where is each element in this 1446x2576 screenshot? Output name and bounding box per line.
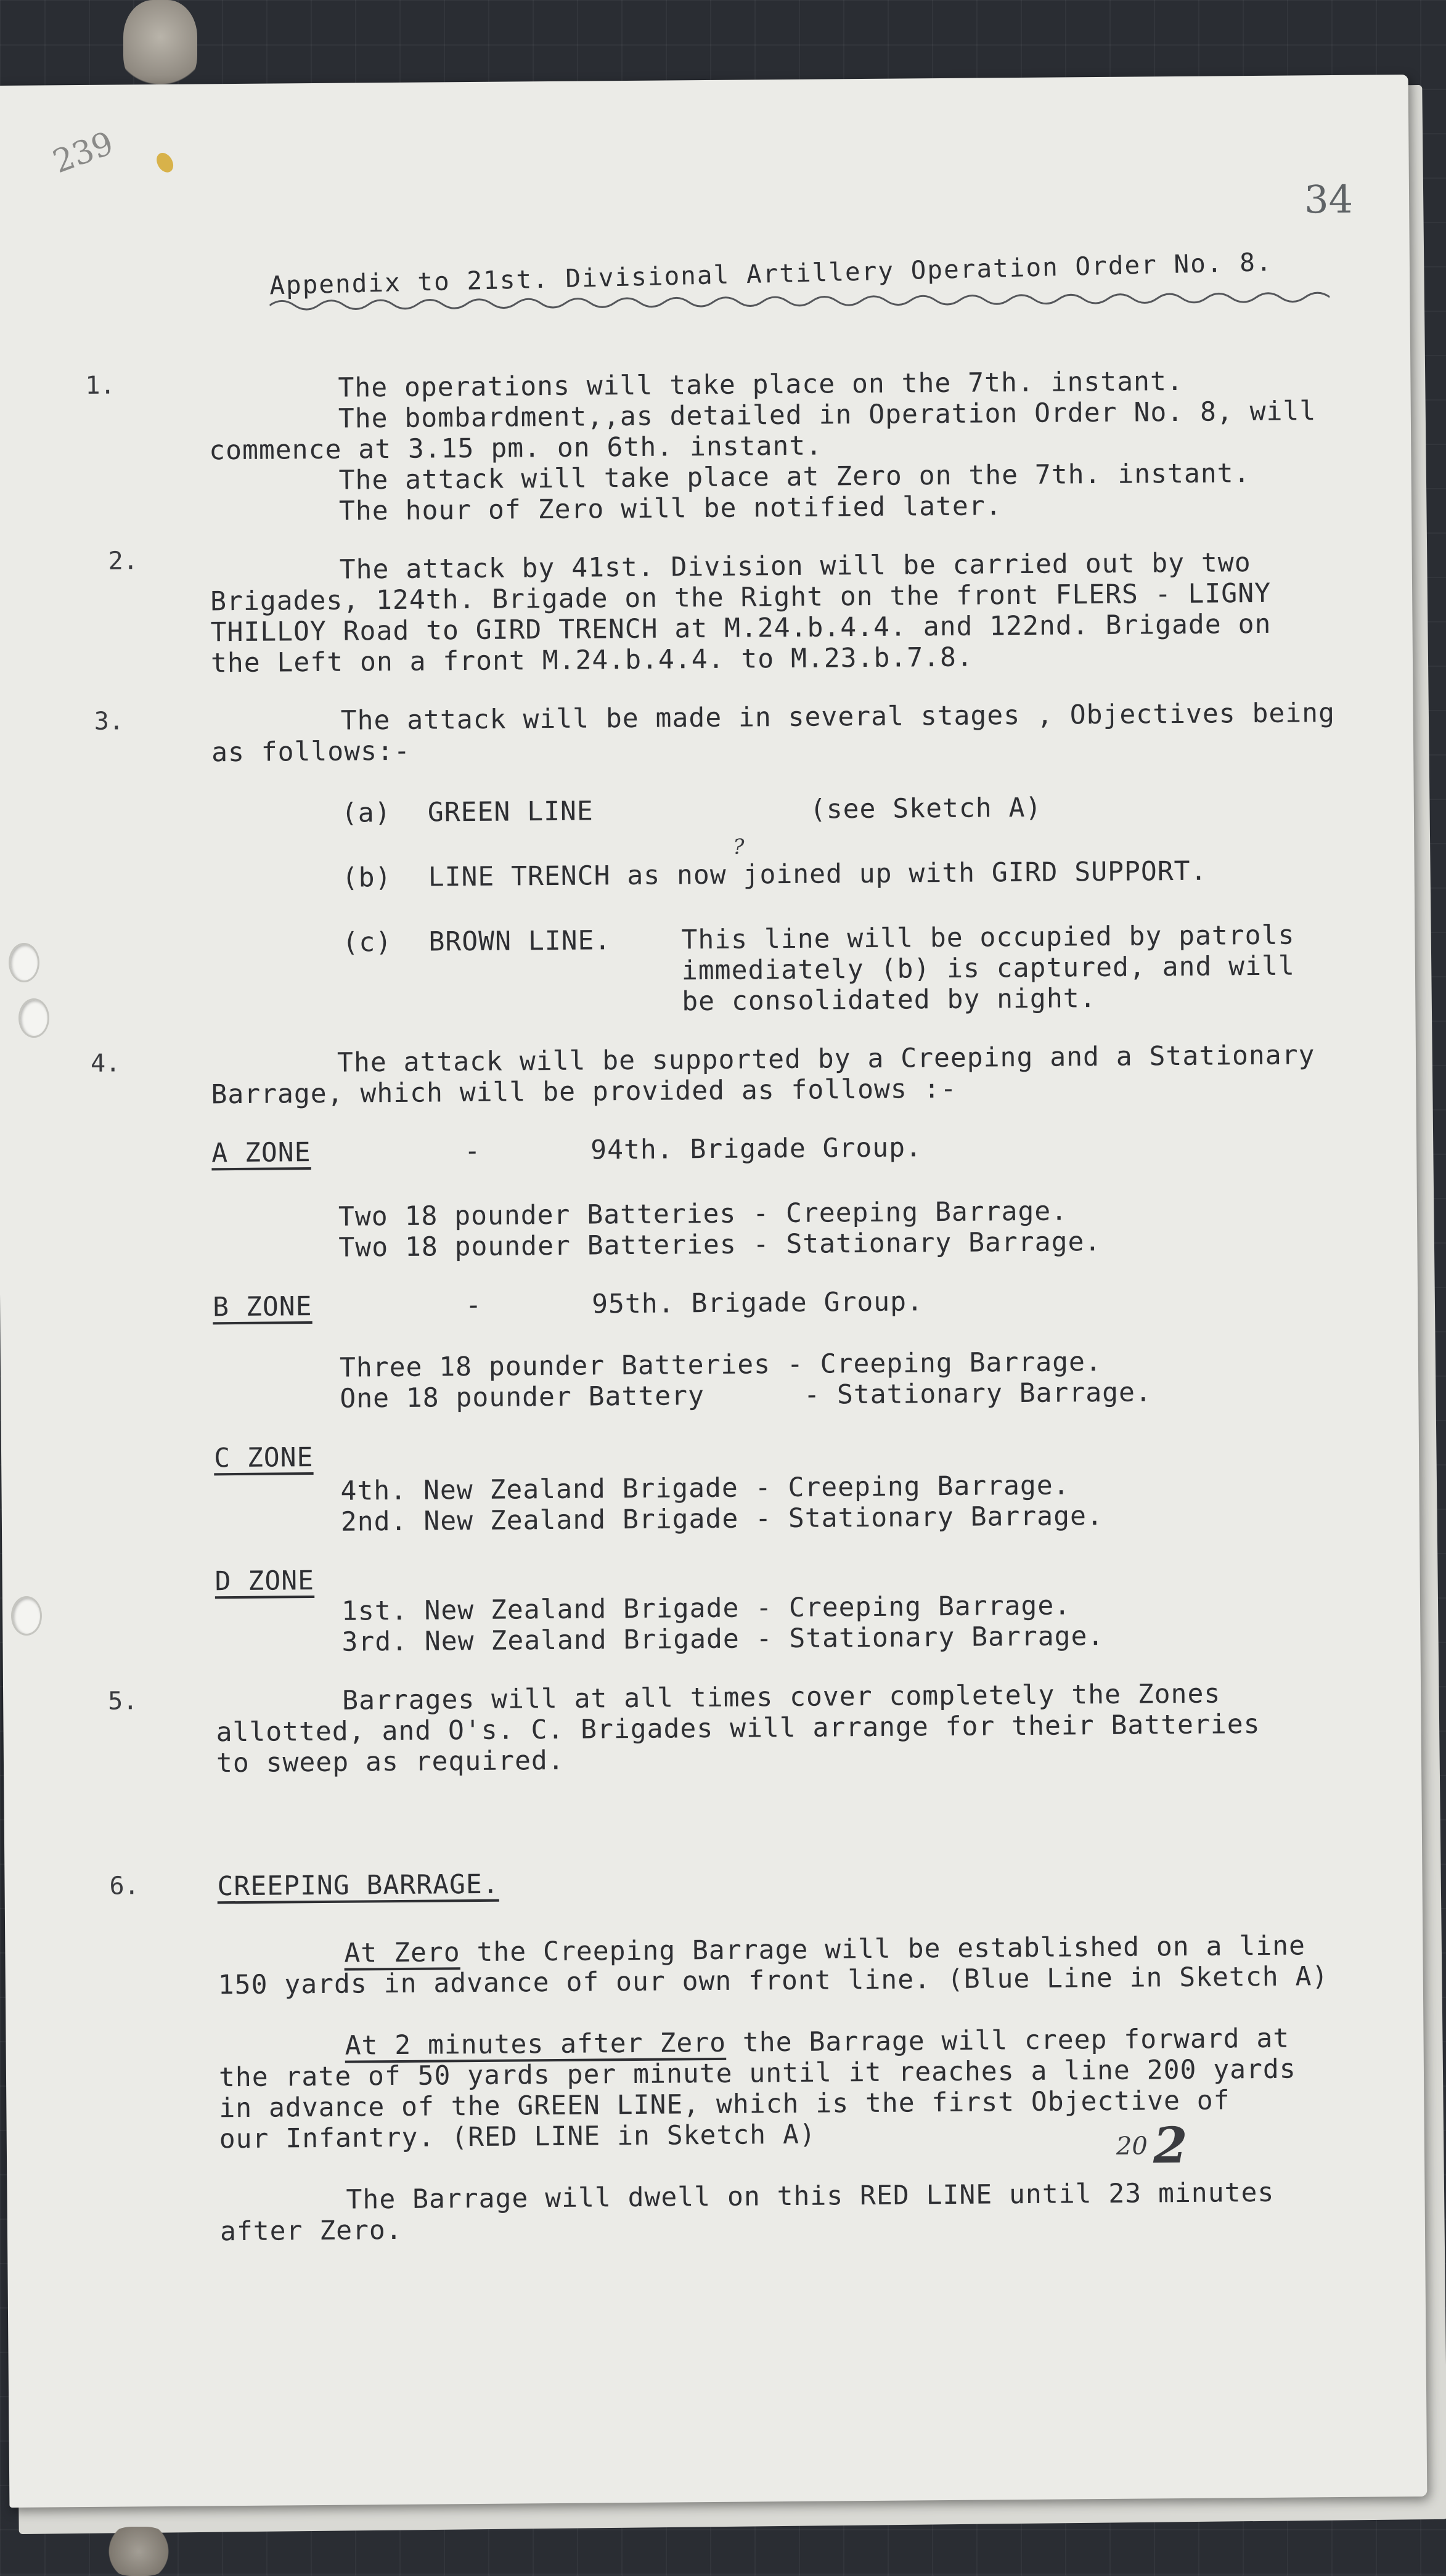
objective-c-line-2: immediately (b) is captured, and will [681,950,1295,987]
objective-c-line-1: This line will be occupied by patrols [681,919,1295,956]
para-6-p2-line-3: in advance of the GREEN LINE, which is the first Objective of [219,2085,1230,2124]
objective-a-label: (a) [341,797,391,829]
para-2-line-4: the Left on a front M.24.b.4.4. to M.23.b.7.8. [210,642,973,679]
zone-c-line-2: 2nd. New Zealand Brigade - Stationary Barrage. [340,1500,1103,1538]
objective-b-text: LINE TRENCH as now joined up with GIRD SUPPORT. [428,855,1207,893]
para-2-number: 2. [108,547,139,576]
para-1-line-2: The bombardment,,as detailed in Operation Order No. 8, will [338,396,1317,434]
para-6-number: 6. [109,1872,139,1901]
zone-a-line-1: Two 18 pounder Batteries - Creeping Barrage. [338,1196,1068,1233]
objective-c-label: (c) [342,927,393,958]
para-4-line-1: The attack will be supported by a Creeping and a Stationary [337,1040,1315,1078]
zone-b-dash: - [465,1289,483,1321]
para-6-heading: CREEPING BARRAGE. [217,1869,499,1902]
para-3-line-1: The attack will be made in several stages , Objectives being [340,697,1336,736]
zone-a-group: 94th. Brigade Group. [590,1132,923,1166]
para-6-p3-line-1: The Barrage will dwell on this RED LINE until 23 minutes [346,2177,1275,2215]
punch-hole-middle [18,998,49,1038]
para-6-p2-line-4: our Infantry. (RED LINE in Sketch A) [219,2119,816,2155]
para-6-p1-rest: the Creeping Barrage will be established on a line [460,1930,1306,1968]
binding-cord [123,0,197,92]
handwritten-correction: 2 [1153,2116,1188,2175]
para-3-number: 3. [94,707,125,736]
para-4-number: 4. [90,1049,121,1078]
para-3-line-2: as follows:- [211,735,411,768]
para-6-p2-lead: At 2 minutes after Zero [345,2027,727,2061]
para-1-line-3: commence at 3.15 pm. on 6th. instant. [209,430,823,467]
objective-c-line-3: be consolidated by night. [682,983,1097,1017]
para-5-line-2: allotted, and O's. C. Brigades will arrange for their Batteries [216,1708,1260,1748]
para-5-number: 5. [108,1687,138,1716]
page-number: 34 [1304,176,1354,222]
ink-spot [153,150,177,175]
para-1-number: 1. [85,371,115,400]
document-page [0,75,1427,2508]
pencil-annotation: 239 [48,124,119,181]
para-6-p2-line-2: the rate of 50 yards per minute until it reaches a line 200 yards [218,2053,1296,2093]
para-6-p1-line-2: 150 yards in advance of our own front line. (Blue Line in Sketch A) [218,1961,1329,2001]
para-1-line-4: The attack will take place at Zero on the 7th. instant. [338,458,1251,496]
para-5-line-1: Barrages will at all times cover completely the Zones [342,1678,1221,1716]
zone-b-line-2: One 18 pounder Battery - Stationary Barrage. [340,1377,1153,1414]
handwritten-correction-small: 20 [1116,2132,1148,2161]
punch-hole-top [9,943,39,982]
para-1-line-1: The operations will take place on the 7th. instant. [338,365,1183,404]
zone-b-line-1: Three 18 pounder Batteries - Creeping Barrage. [339,1346,1102,1384]
zone-a-heading: A ZONE [211,1137,311,1169]
zone-d-heading: D ZONE [214,1565,315,1597]
para-1-line-5: The hour of Zero will be notified later. [338,491,1002,527]
objective-b-label: (b) [341,862,392,894]
zone-c-line-1: 4th. New Zealand Brigade - Creeping Barrage. [340,1470,1070,1507]
para-6-p1-lead: At Zero [344,1937,460,1969]
zone-c-heading: C ZONE [213,1442,314,1474]
objective-c-name: BROWN LINE. [428,925,611,958]
objective-a-note: (see Sketch A) [809,792,1042,825]
para-6-p2-rest: the Barrage will creep forward at [725,2023,1290,2058]
objective-a-name: GREEN LINE [427,796,594,828]
zone-d-line-1: 1st. New Zealand Brigade - Creeping Barrage. [341,1590,1071,1627]
zone-a-line-2: Two 18 pounder Batteries - Stationary Barrage. [338,1226,1101,1263]
para-2-line-2: Brigades, 124th. Brigade on the Right on the front FLERS - LIGNY [210,577,1272,618]
para-2-line-1: The attack by 41st. Division will be carried out by two [339,547,1251,585]
objective-b-correction: ? [733,834,745,860]
zone-b-group: 95th. Brigade Group. [591,1286,924,1320]
binding-cord-bottom [105,2527,173,2576]
para-2-line-3: THILLOY Road to GIRD TRENCH at M.24.b.4.4. and 122nd. Brigade on [210,608,1272,648]
zone-b-heading: B ZONE [212,1291,312,1323]
zone-d-line-2: 3rd. New Zealand Brigade - Stationary Barrage. [341,1620,1105,1658]
para-6-p3-line-2: after Zero. [219,2214,402,2248]
page-title: Appendix to 21st. Divisional Artillery Operation Order No. 8. [269,247,1273,301]
zone-a-dash: - [464,1135,481,1167]
punch-hole-bottom [11,1596,42,1636]
para-4-line-2: Barrage, which will be provided as follows :- [211,1073,957,1111]
para-5-line-3: to sweep as required. [216,1745,565,1779]
